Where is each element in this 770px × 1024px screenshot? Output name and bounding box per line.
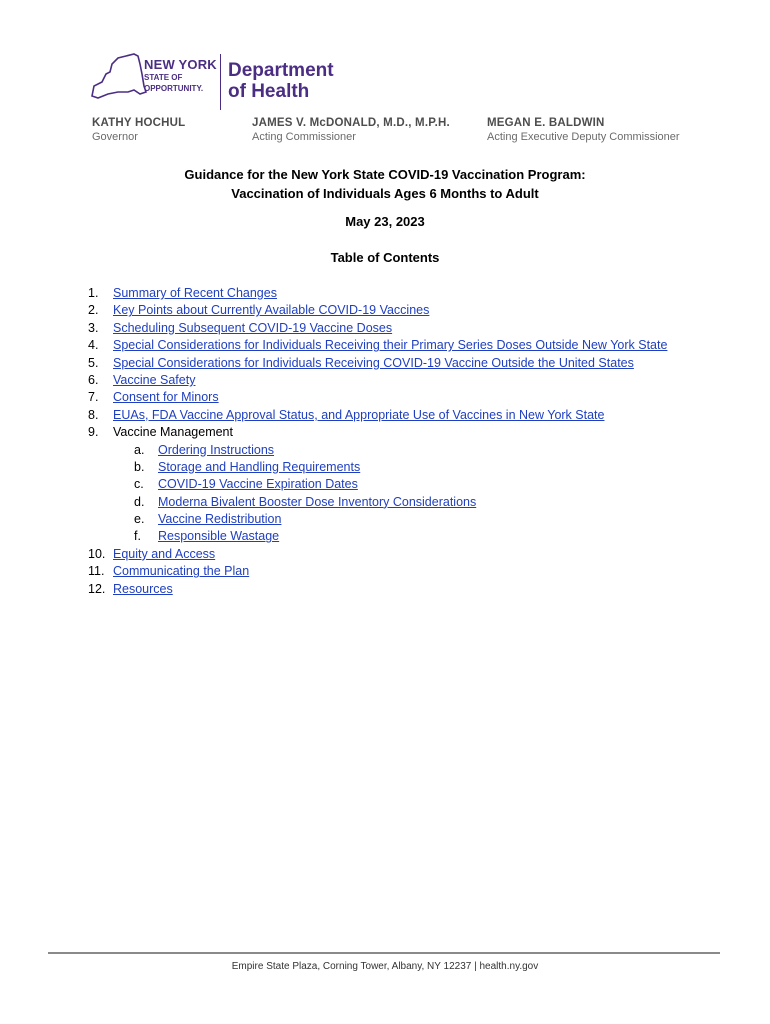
toc-link-responsible-wastage[interactable]: Responsible Wastage [158,529,280,544]
toc-number: 6. [88,372,99,387]
toc-heading: Table of Contents [330,250,440,265]
toc-link-summary-of-recent-changes[interactable]: Summary of Recent Changes [113,286,277,300]
logo-divider [220,54,221,110]
official-governor [92,116,185,144]
toc-link-euas-fda-approval[interactable]: EUAs, FDA Vaccine Approval Status, and Appropriate Use of Vaccines in New York State [113,407,605,422]
footer-address: Empire State Plaza, Corning Tower, Albany, NY 12237 | health.ny.gov [231,961,539,972]
toc-number: 12. [88,581,106,596]
toc-link-communicating-the-plan[interactable]: Communicating the Plan [113,564,250,579]
toc-link-resources[interactable]: Resources [113,581,173,596]
toc-number: 1. [88,286,99,300]
toc-number: b. [134,459,145,474]
document-date: May 23, 2023 [345,214,425,229]
toc-link-moderna-bivalent[interactable]: Moderna Bivalent Booster Dose Inventory Considerations [158,494,477,509]
title-line-2: Vaccination of Individuals Ages 6 Months to Adult [231,186,539,201]
toc-link-storage-handling[interactable]: Storage and Handling Requirements [158,459,361,474]
toc-number: 8. [88,407,99,422]
toc-label-vaccine-management: Vaccine Management [113,425,233,440]
toc-link-vaccine-redistribution[interactable]: Vaccine Redistribution [158,512,282,527]
toc-number: 9. [88,425,99,440]
official-role: Governor [92,131,138,143]
department-line-2: of Health [228,81,310,102]
toc-link-outside-united-states[interactable]: Special Considerations for Individuals Receiving COVID-19 Vaccine Outside the United States [113,355,634,370]
official-name: KATHY HOCHUL [92,117,186,129]
state-tagline-2: OPPORTUNITY. [144,84,204,93]
state-tagline-1: STATE OF [144,73,183,82]
toc-link-ordering-instructions[interactable]: Ordering Instructions [158,442,275,457]
official-deputy-commissioner [487,116,680,144]
toc-link-equity-and-access[interactable]: Equity and Access [113,546,216,561]
toc-number: 4. [88,338,99,353]
toc-number: 2. [88,303,99,318]
title-line-1: Guidance for the New York State COVID-19 Vaccination Program: [184,167,586,182]
new-york-state-outline-icon [88,52,148,102]
state-wordmark [144,58,217,93]
toc-link-key-points[interactable]: Key Points about Currently Available COVID-19 Vaccines [113,303,430,318]
department-line-1: Department [228,60,334,81]
toc-number: a. [134,442,145,457]
toc-link-vaccine-safety[interactable]: Vaccine Safety [113,372,196,387]
toc-number: e. [134,512,145,527]
toc-number: 3. [88,320,99,335]
toc-link-outside-new-york-state[interactable]: Special Considerations for Individuals Receiving their Primary Series Doses Outside New York State [113,338,668,353]
toc-number: 11. [88,564,105,579]
official-role: Acting Executive Deputy Commissioner [487,131,680,143]
toc-link-expiration-dates[interactable]: COVID-19 Vaccine Expiration Dates [158,477,358,492]
official-name: MEGAN E. BALDWIN [487,117,605,129]
toc-link-scheduling-subsequent-doses[interactable]: Scheduling Subsequent COVID-19 Vaccine Doses [113,320,393,335]
official-commissioner [252,116,450,144]
toc-number: c. [134,477,144,492]
toc-number: 10. [88,546,106,561]
toc-number: 5. [88,355,99,370]
toc-number: f. [134,529,141,544]
document-title [0,165,770,203]
state-name: NEW YORK [144,57,217,72]
footer-divider [48,952,720,954]
toc-number: 7. [88,390,99,405]
toc-number: d. [134,494,145,509]
official-role: Acting Commissioner [252,131,356,143]
department-wordmark [228,60,334,102]
toc-link-consent-for-minors[interactable]: Consent for Minors [113,390,219,405]
official-name: JAMES V. McDONALD, M.D., M.P.H. [252,117,450,129]
